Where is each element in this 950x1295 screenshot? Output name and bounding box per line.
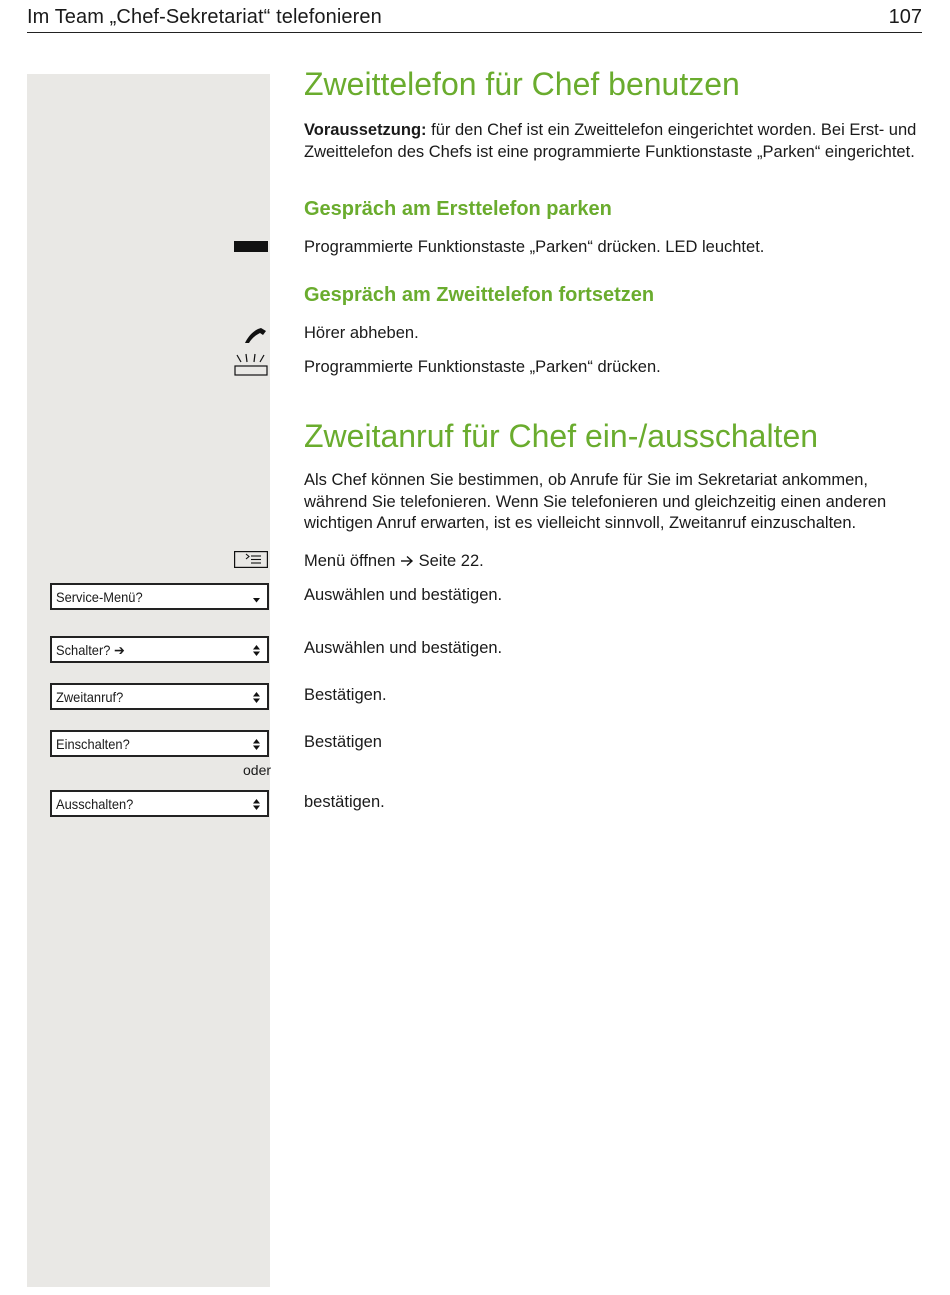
scroll-updown-icon — [252, 738, 261, 751]
section-title-zweitanruf: Zweitanruf für Chef ein-/ausschalten — [304, 418, 819, 454]
step-desc-zweitanruf: Bestätigen. — [304, 686, 387, 704]
menu-key-icon — [234, 551, 268, 568]
step-desc-ausschalten: bestätigen. — [304, 793, 385, 811]
header-title: Im Team „Chef-Sekretariat“ telefonieren — [27, 6, 382, 28]
menu-item-einschalten[interactable] — [50, 730, 269, 757]
function-key-icon — [234, 241, 268, 252]
menu-item-label: Ausschalten? — [56, 796, 134, 812]
section-title-zweittelefon: Zweittelefon für Chef benutzen — [304, 66, 740, 102]
prerequisite-label: Voraussetzung: — [304, 121, 427, 139]
step-desc-schalter: Auswählen und bestätigen. — [304, 639, 503, 657]
step-handset-text: Hörer abheben. — [304, 324, 419, 342]
page-header — [27, 4, 922, 33]
menu-item-label: Service-Menü? — [56, 589, 143, 605]
menu-item-service-menu[interactable] — [50, 583, 269, 610]
step-park2-text: Programmierte Funktionstaste „Parken“ drücken. — [304, 358, 661, 376]
arrow-right-icon — [400, 555, 414, 567]
menu-item-label: Zweitanruf? — [56, 689, 124, 705]
handset-off-hook-icon — [242, 325, 270, 345]
intro-paragraph: Als Chef können Sie bestimmen, ob Anrufe für Sie im Sekretariat ankommen, während Sie telefonieren. Wenn Sie telefonieren und gleichzeitig einen anderen wichtigen Anruf erwarten, ist es vielleicht sinnvoll, Zweitanruf einzuschalten. — [304, 471, 887, 532]
step-desc-service-menu: Auswählen und bestätigen. — [304, 586, 503, 604]
menu-item-label: Einschalten? — [56, 736, 130, 752]
menu-item-zweitanruf[interactable] — [50, 683, 269, 710]
menu-open-text: Menü öffnen — [304, 552, 396, 570]
oder-label: oder — [243, 762, 272, 778]
scroll-updown-icon — [252, 691, 261, 704]
scroll-updown-icon — [252, 798, 261, 811]
prerequisite-text: für den Chef ist ein Zweittelefon eingerichtet worden. Bei Erst- und Zweittelefon des Chefs ist eine programmierte Funktionstaste „Parken“ eingerichtet. — [304, 121, 917, 161]
subheading-continue: Gespräch am Zweittelefon fortsetzen — [304, 284, 655, 306]
subheading-park: Gespräch am Ersttelefon parken — [304, 198, 612, 220]
step-park-text: Programmierte Funktionstaste „Parken“ drücken. LED leuchtet. — [304, 238, 765, 256]
function-key-blinking-icon — [232, 353, 270, 377]
menu-open-step — [304, 552, 484, 571]
step-desc-einschalten: Bestätigen — [304, 733, 382, 751]
menu-item-schalter[interactable] — [50, 636, 269, 663]
menu-item-label: Schalter? ➔ — [56, 642, 125, 658]
scroll-down-icon — [252, 591, 261, 604]
page-reference: Seite 22. — [414, 552, 484, 570]
sidebar-column — [27, 74, 270, 1287]
prerequisite-paragraph — [304, 120, 929, 163]
page-number: 107 — [888, 6, 922, 28]
menu-item-ausschalten[interactable] — [50, 790, 269, 817]
scroll-updown-icon — [252, 644, 261, 657]
